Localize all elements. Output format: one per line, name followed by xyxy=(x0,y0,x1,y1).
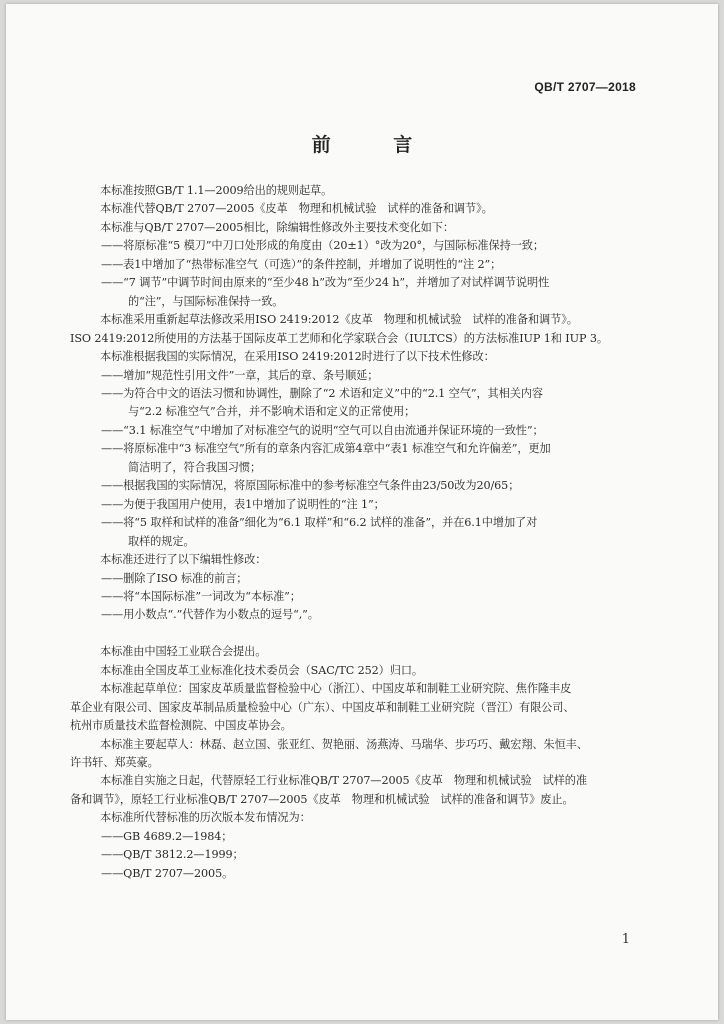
list-item: ——“7 调节”中调节时间由原来的“至少48 h”改为“至少24 h”，并增加了对试样调节说明性 xyxy=(101,276,550,290)
list-item: ——QB/T 2707—2005。 xyxy=(101,866,234,880)
paragraph-line: 本标准按照GB/T 1.1—2009给出的规则起草。 xyxy=(100,184,333,197)
list-item: ——用小数点“.”代替作为小数点的逗号“,”。 xyxy=(101,608,319,622)
list-item: ——为符合中文的语法习惯和协调性，删除了“2 术语和定义”中的“2.1 空气”，其相关内容 xyxy=(101,386,543,400)
list-item: ——GB 4689.2—1984； xyxy=(101,829,233,843)
paragraph-line: 本标准代替QB/T 2707—2005《皮革 物理和机械试验 试样的准备和调节》。 xyxy=(100,202,493,216)
paragraph-line: 本标准主要起草人：林磊、赵立国、张亚红、贺艳丽、汤燕涛、马瑞华、步巧巧、戴宏翔、朱恒丰、 xyxy=(100,737,588,751)
list-item: ——“3.1 标准空气”中增加了对标准空气的说明“空气可以自由流通并保证环境的一致性”； xyxy=(101,423,544,437)
paragraph-line: 本标准还进行了以下编辑性修改： xyxy=(100,553,267,567)
list-item: ——表1中增加了“热带标准空气（可选）”的条件控制，并增加了说明性的“注 2”； xyxy=(101,257,502,271)
page-title: 前 言 xyxy=(311,134,441,156)
paragraph-line: 革企业有限公司、国家皮革制品质量检验中心（广东）、中国皮革和制鞋工业研究院（晋江）有限公司、 xyxy=(70,700,575,714)
list-item: ——QB/T 3812.2—1999； xyxy=(101,848,244,862)
paragraph-line: 本标准所代替标准的历次版本发布情况为： xyxy=(100,811,311,825)
paragraph-line: 的“注”，与国际标准保持一致。 xyxy=(128,294,284,308)
paragraph-line: 本标准根据我国的实际情况，在采用ISO 2419:2012时进行了以下技术性修改： xyxy=(100,350,495,364)
paragraph-line: 杭州市质量技术监督检测院、中国皮革协会。 xyxy=(70,719,292,733)
paragraph-spacer xyxy=(70,625,662,643)
paragraph-line: 取样的规定。 xyxy=(128,534,195,548)
paragraph-line: 本标准采用重新起草法修改采用ISO 2419:2012《皮革 物理和机械试验 试样的准备和调节》。 xyxy=(100,313,578,327)
page-number: 1 xyxy=(621,932,630,947)
foreword-body xyxy=(70,182,662,883)
list-item: ——增加“规范性引用文件”一章，其后的章、条号顺延； xyxy=(101,368,379,382)
paragraph-line: 简洁明了，符合我国习惯； xyxy=(128,460,262,474)
standard-code: QB/T 2707—2018 xyxy=(534,80,636,94)
list-item: ——将原标准“5 模刀”中刀口处形成的角度由（20±1）°改为20°，与国际标准保持一致； xyxy=(101,239,544,253)
list-item: ——根据我国的实际情况，将原国际标准中的参考标准空气条件由23/50改为20/65； xyxy=(101,479,520,493)
list-item: ——将原标准中“3 标准空气”所有的章条内容汇成第4章中“表1 标准空气和允许偏差”，更加 xyxy=(101,442,551,456)
paragraph-line: 本标准与QB/T 2707—2005相比，除编辑性修改外主要技术变化如下： xyxy=(100,220,454,234)
list-item: ——将“5 取样和试样的准备”细化为“6.1 取样”和“6.2 试样的准备”，并在6.1中增加了对 xyxy=(101,516,538,530)
paragraph-line: 与“2.2 标准空气”合并，并不影响术语和定义的正常使用； xyxy=(128,405,416,419)
list-item: ——为便于我国用户使用，表1中增加了说明性的“注 1”； xyxy=(101,497,385,511)
paragraph-line: 本标准起草单位：国家皮革质量监督检验中心（浙江）、中国皮革和制鞋工业研究院、焦作隆丰皮 xyxy=(100,682,572,696)
paragraph-line: 本标准由中国轻工业联合会提出。 xyxy=(100,645,267,659)
document-page xyxy=(6,4,718,1020)
list-item: ——将“本国际标准”一词改为“本标准”； xyxy=(101,589,301,603)
paragraph-line: 本标准自实施之日起，代替原轻工行业标准QB/T 2707—2005《皮革 物理和机械试验 试样的准 xyxy=(100,774,587,788)
list-item: ——删除了ISO 标准的前言； xyxy=(101,571,248,585)
paragraph-line: 许书轩、郑英豪。 xyxy=(70,756,159,770)
paragraph-line: 本标准由全国皮革工业标准化技术委员会（SAC/TC 252）归口。 xyxy=(100,663,424,677)
paragraph-line: 备和调节》，原轻工行业标准QB/T 2707—2005《皮革 物理和机械试验 试样的准备和调节》废止。 xyxy=(70,792,574,806)
paragraph-line: ISO 2419:2012所使用的方法基于国际皮革工艺师和化学家联合会（IULTCS）的方法标准IUP 1和 IUP 3。 xyxy=(70,331,608,345)
